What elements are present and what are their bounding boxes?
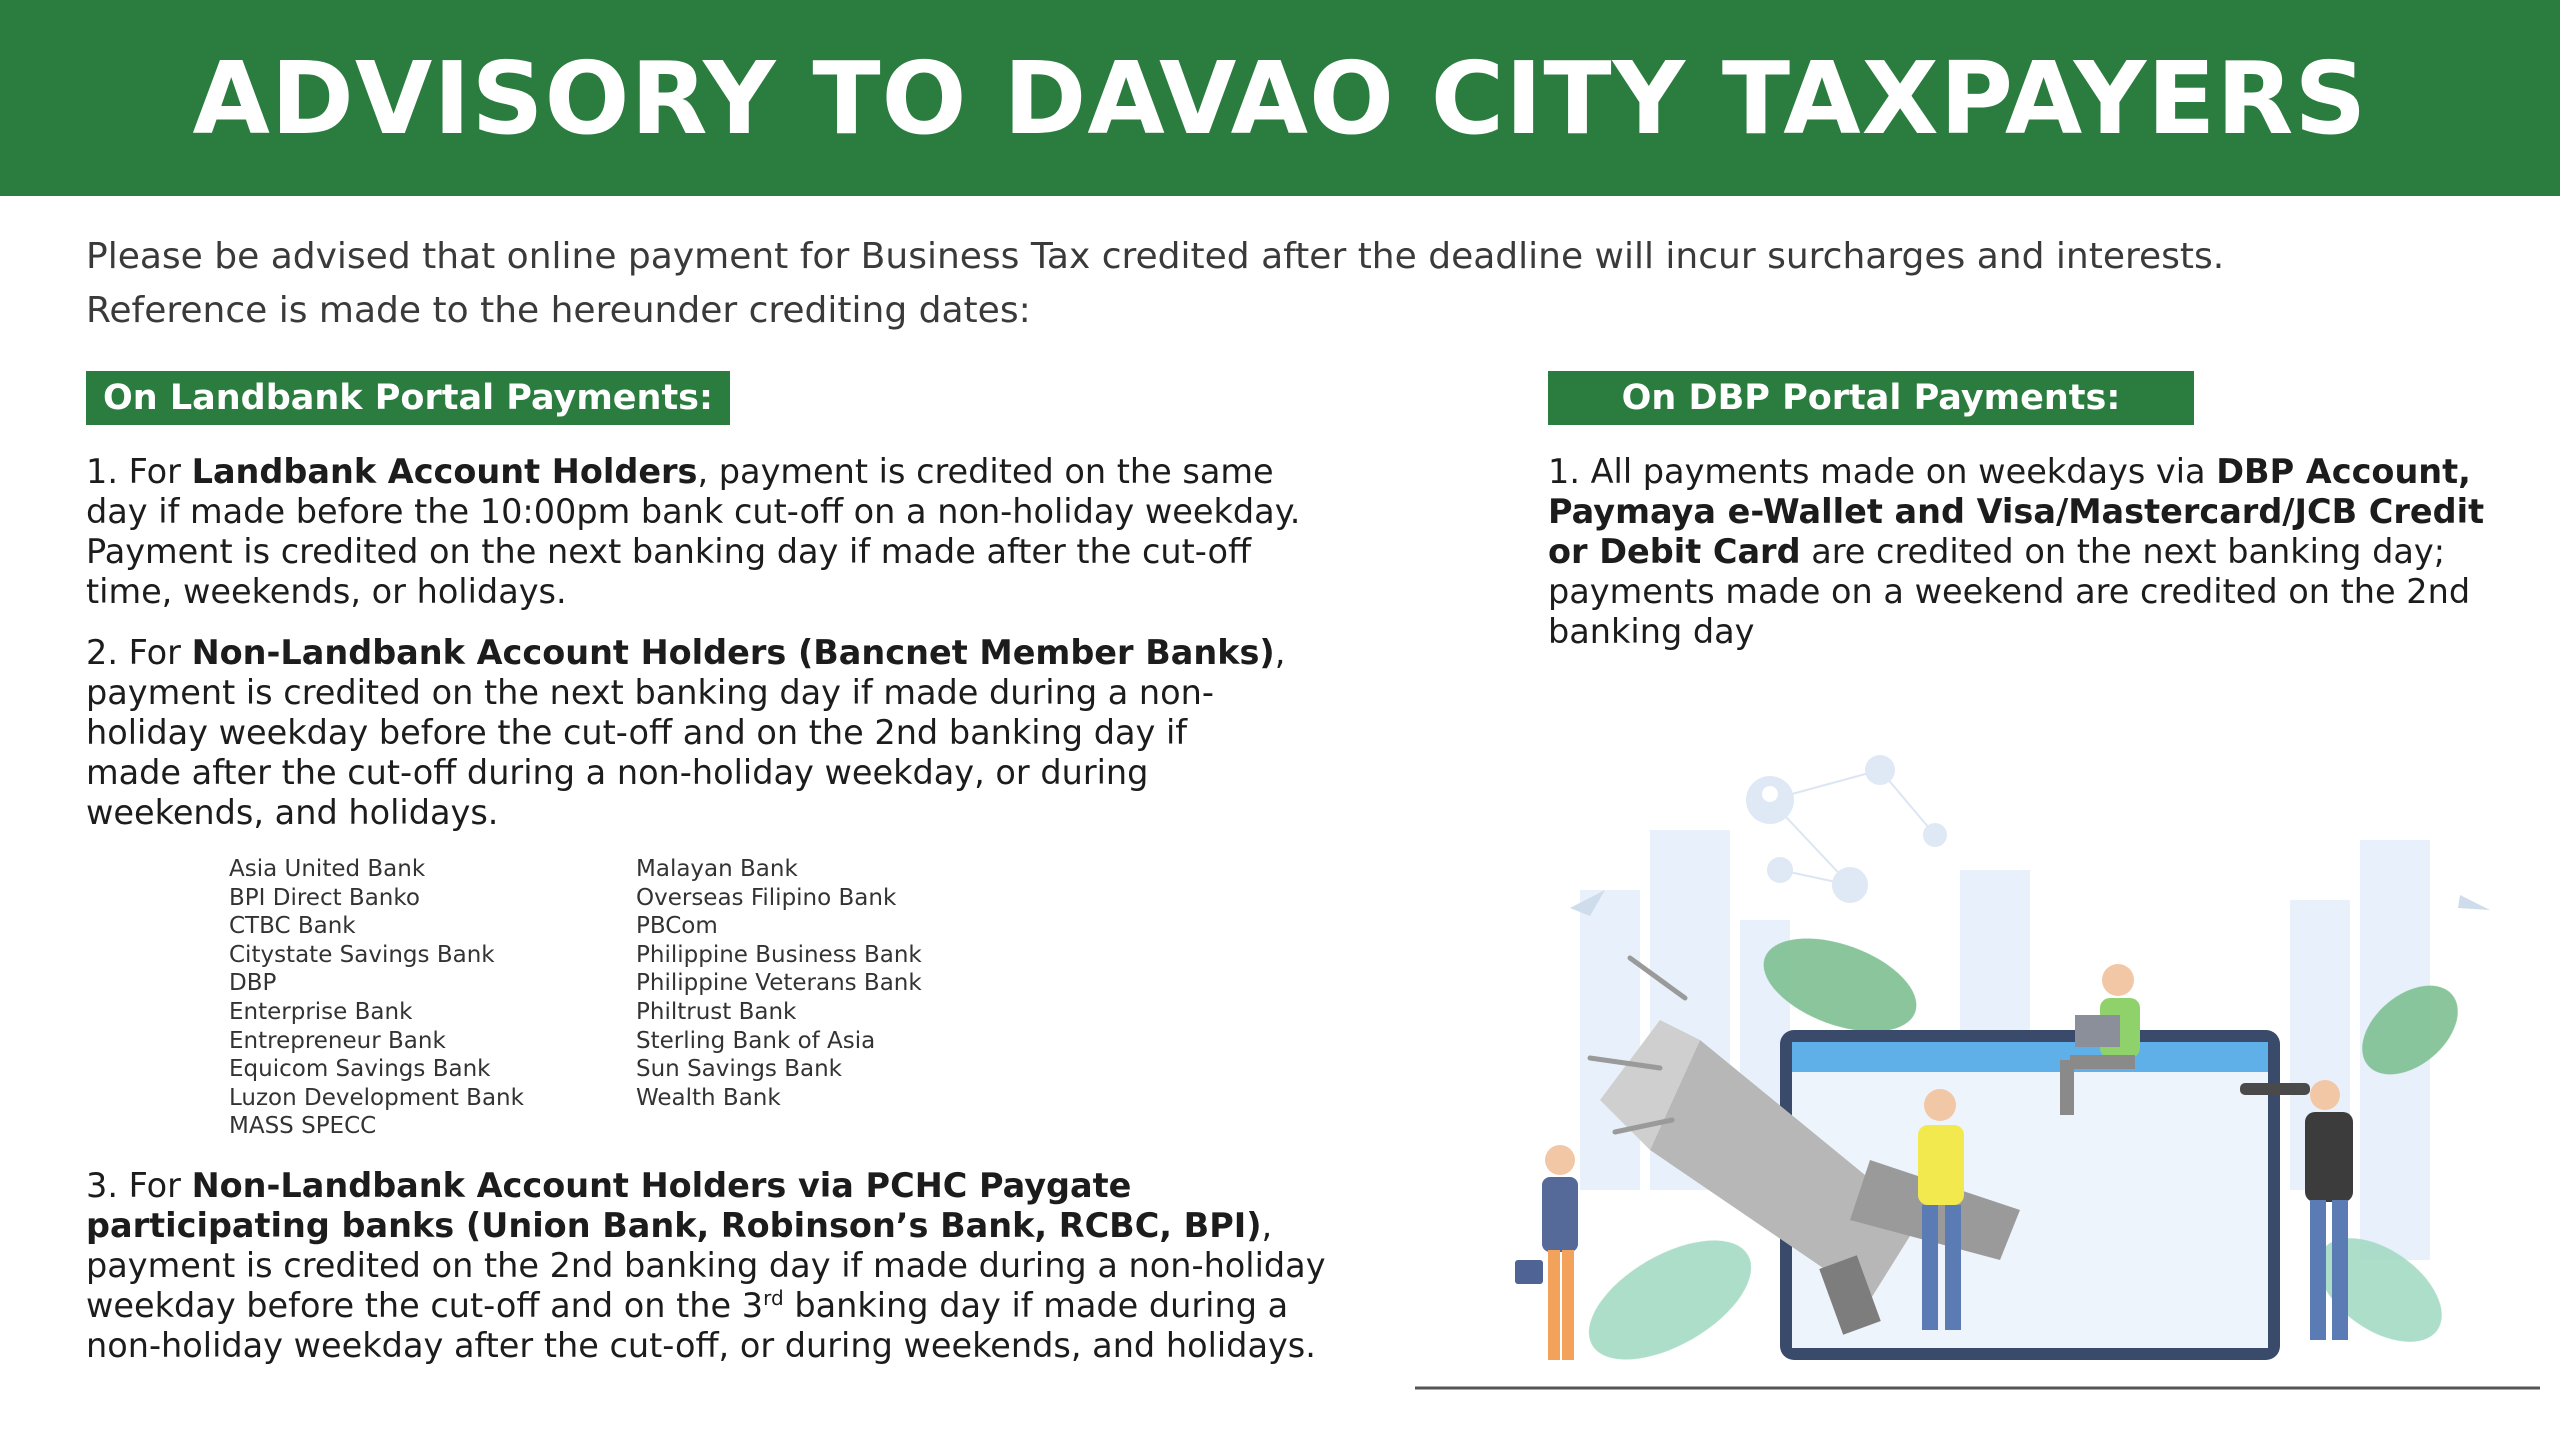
header-banner	[0, 0, 2560, 196]
ordinal-suffix: rd	[763, 1285, 784, 1310]
bank-name: Malayan Bank	[636, 856, 798, 882]
bank-name: Entrepreneur Bank	[229, 1027, 446, 1054]
bank-name: Philippine Veterans Bank	[636, 970, 922, 997]
bank-name: Philtrust Bank	[636, 998, 797, 1025]
item-text: are credited on the next banking day; payments made on a weekend are credited on the 2nd banking day	[1548, 532, 2471, 651]
item-bold: Landbank Account Holders	[191, 452, 698, 491]
landbank-item-1	[86, 452, 1336, 612]
bank-name: Luzon Development Bank	[229, 1084, 524, 1111]
bank-name: Philippine Business Bank	[636, 941, 922, 968]
item-text: , payment is credited on the same day if made before the 10:00pm bank cut-off on a non-holiday weekday. Payment is credited on the next banking day if made after the cut-off time, weekends, or holidays.	[86, 452, 1301, 611]
intro-line-2: Reference is made to the hereunder crediting dates:	[86, 290, 1031, 331]
item-prefix: 3. For	[86, 1166, 192, 1205]
bank-name: BPI Direct Banko	[229, 884, 420, 911]
intro-line-1: Please be advised that online payment for Business Tax credited after the deadline will incur surcharges and interests.	[86, 236, 2225, 277]
dbp-item-1	[1548, 452, 2508, 652]
item-text: , payment is credited on the 2nd banking day if made during a non-holiday weekday before the cut-off and on the 3	[86, 1206, 1326, 1325]
landbank-section-heading: On Landbank Portal Payments:	[86, 371, 730, 425]
bank-name: Enterprise Bank	[229, 998, 413, 1025]
bank-name: Wealth Bank	[636, 1084, 781, 1111]
bank-name: DBP	[229, 970, 277, 997]
intro-text	[86, 230, 2386, 338]
landbank-item-2	[86, 633, 1286, 833]
bank-list-column-1	[229, 855, 524, 1141]
item-text: , payment is credited on the next banking day if made during a non-holiday weekday before the cut-off and on the 2nd banking day if made after the cut-off during a non-holiday weekday, or during weekends, and holidays.	[86, 633, 1286, 832]
bank-name: CTBC Bank	[229, 913, 356, 940]
item-bold: DBP Account, Paymaya e-Wallet and Visa/Mastercard/JCB Credit or Debit Card	[1548, 452, 2485, 571]
paper-plane-icon	[2458, 895, 2490, 910]
bank-name: Citystate Savings Bank	[229, 941, 495, 968]
bank-list-column-2	[636, 855, 922, 1112]
item-text-end: banking day if made during a non-holiday weekday after the cut-off, or during weekends, and holidays.	[86, 1286, 1316, 1365]
bank-name: Overseas Filipino Bank	[636, 884, 897, 911]
item-prefix: 1. All payments made on weekdays via	[1548, 452, 2217, 491]
bank-name: Equicom Savings Bank	[229, 1056, 491, 1083]
item-bold: Non-Landbank Account Holders (Bancnet Member Banks)	[191, 633, 1275, 672]
item-bold: Non-Landbank Account Holders via PCHC Paygate participating banks (Union Bank, Robinson’s Bank, RCBC, BPI)	[86, 1166, 1262, 1245]
bank-name: Sun Savings Bank	[636, 1056, 843, 1083]
item-prefix: 1. For	[86, 452, 192, 491]
woman-with-briefcase	[1515, 1145, 1578, 1360]
dbp-section-heading: On DBP Portal Payments:	[1548, 371, 2194, 425]
page-title: ADVISORY TO DAVAO CITY TAXPAYERS	[192, 39, 2368, 157]
bank-name: PBCom	[636, 913, 718, 940]
megaphone-announcement-illustration	[1400, 740, 2540, 1400]
user-node-icons	[1746, 755, 1947, 903]
landbank-item-3	[86, 1166, 1336, 1366]
bank-name: Sterling Bank of Asia	[636, 1027, 876, 1054]
bank-name: MASS SPECC	[229, 1113, 377, 1140]
item-prefix: 2. For	[86, 633, 192, 672]
bank-name: Asia United Bank	[229, 856, 426, 882]
